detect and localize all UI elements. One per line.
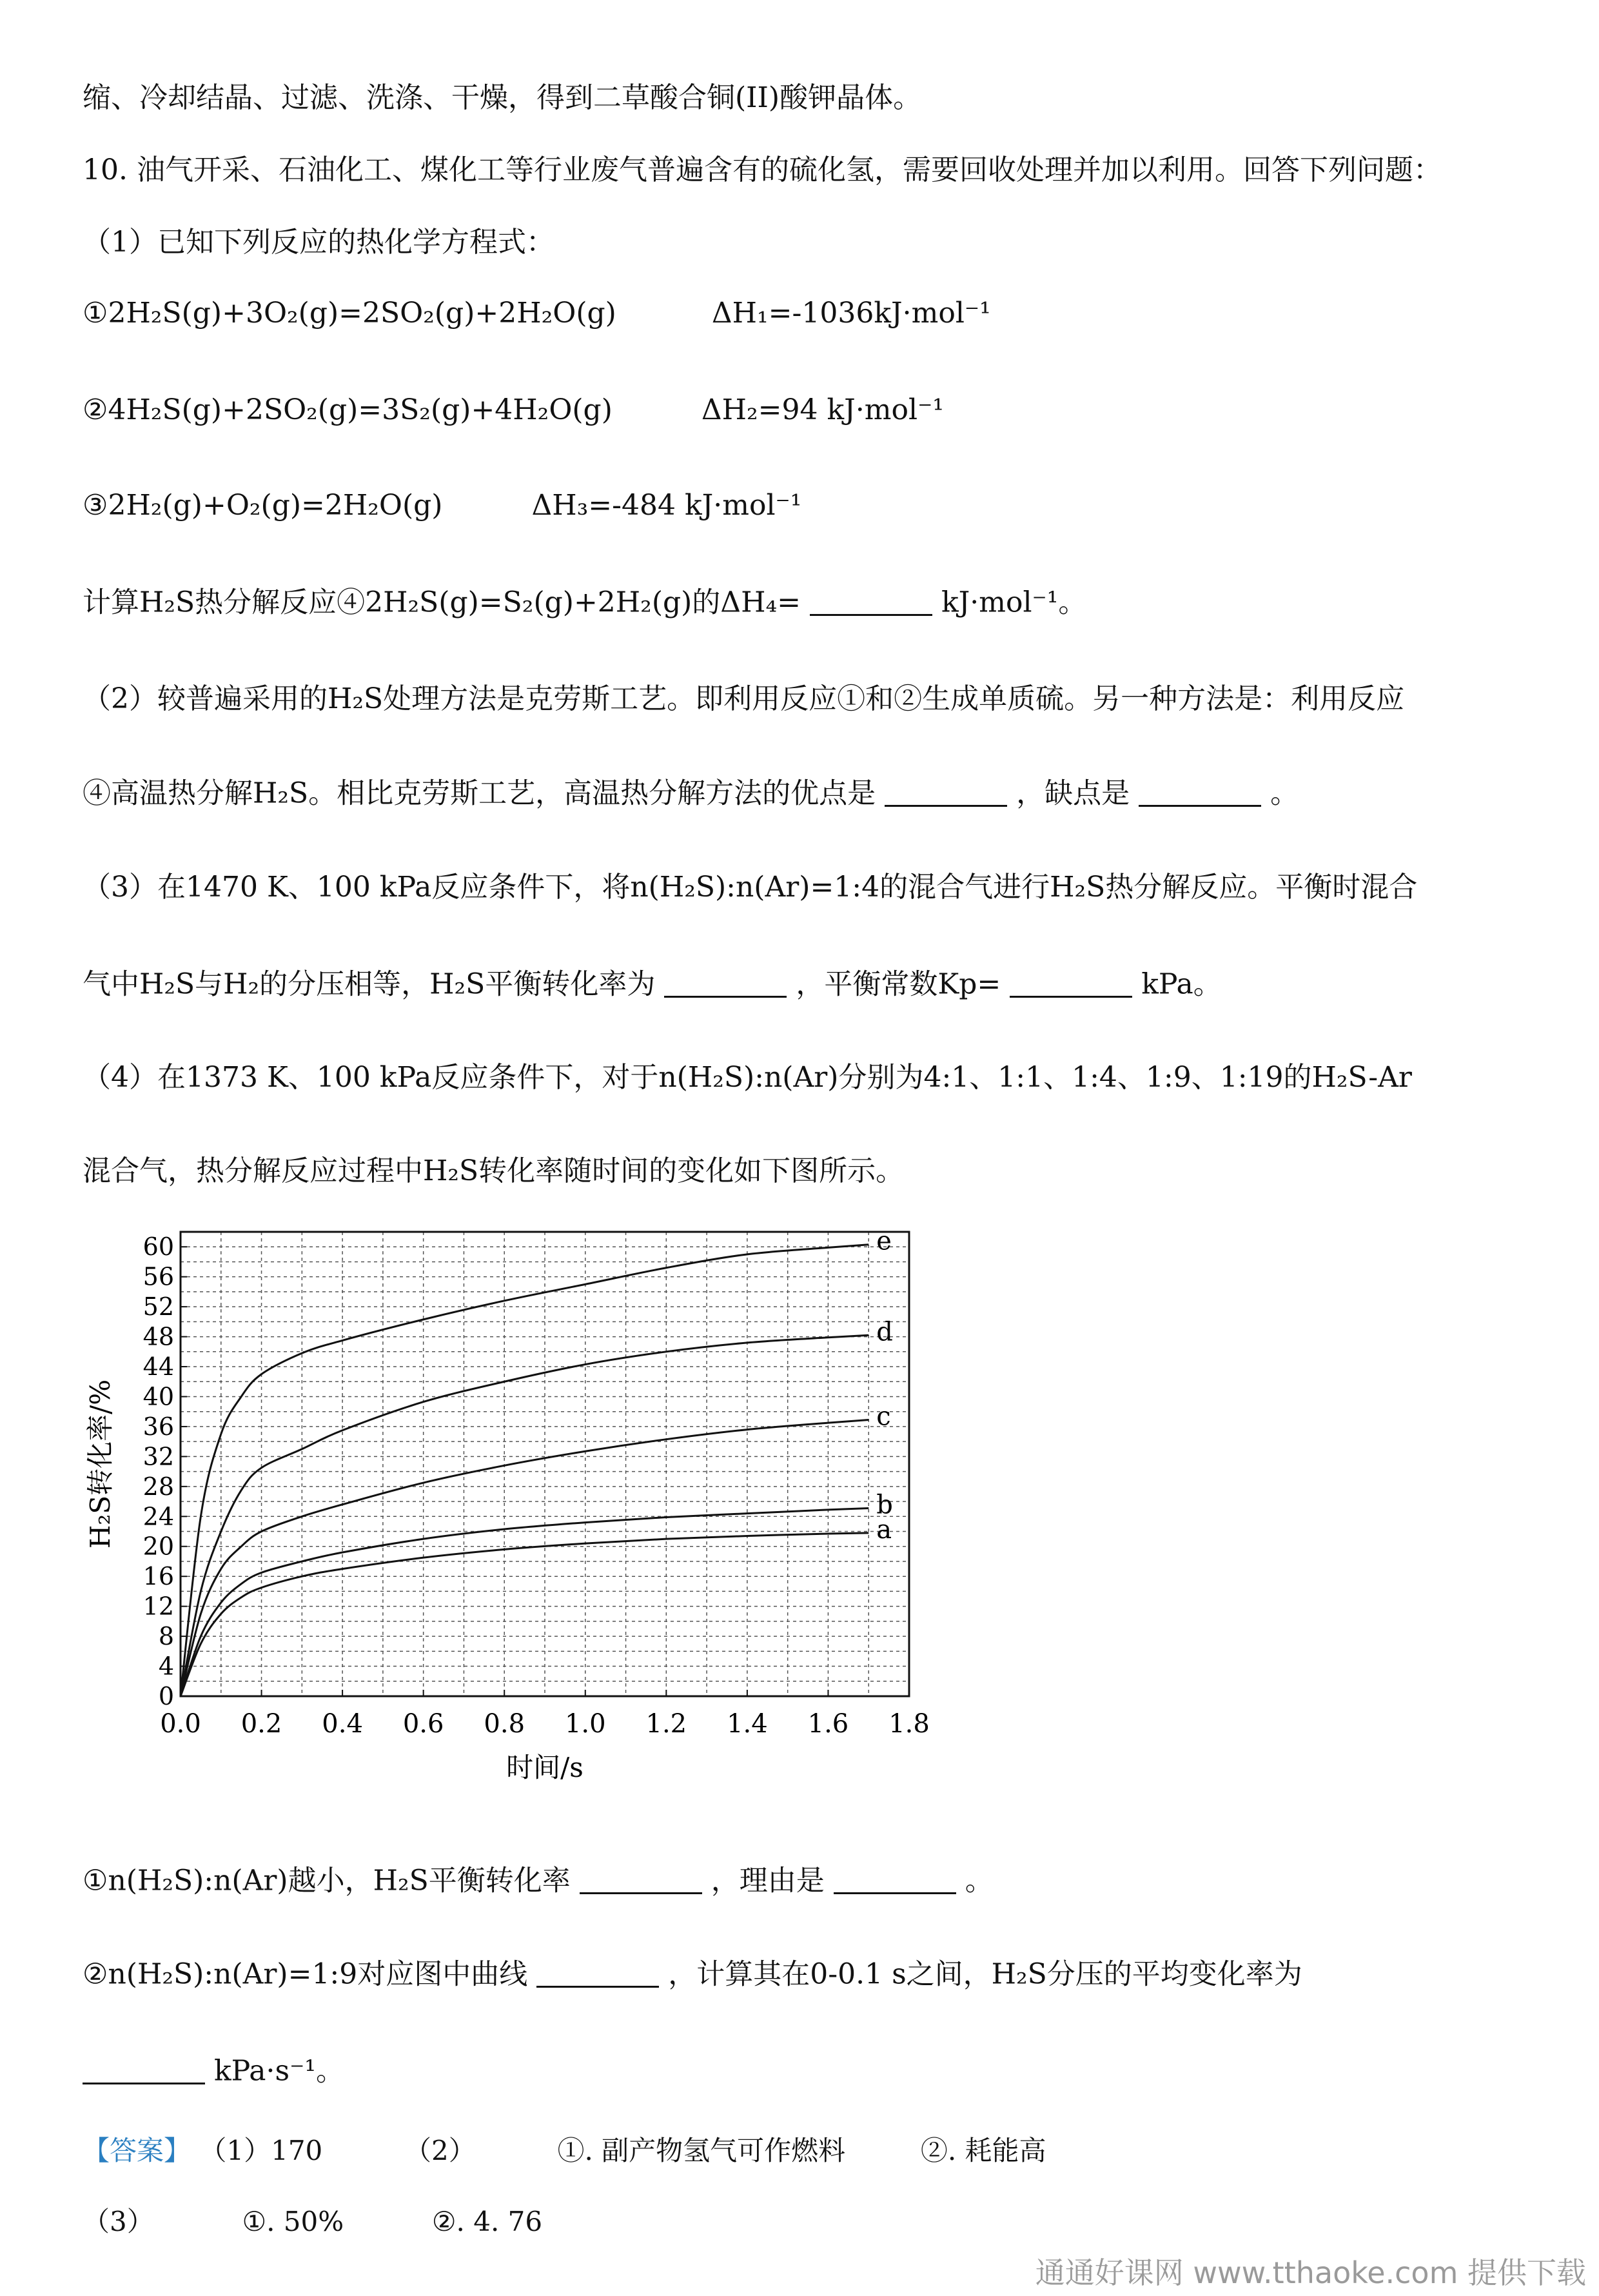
equation-1-formula: ①2H₂S(g)+3O₂(g)=2SO₂(g)+2H₂O(g) [83, 297, 616, 330]
y-tick-label: 36 [142, 1412, 174, 1441]
answer-blank [810, 586, 932, 616]
y-tick-label: 0 [158, 1682, 174, 1710]
part-2-line-1: （2）较普遍采用的H₂S处理方法是克劳斯工艺。即利用反应①和②生成单质硫。另一种方法是：利用反应 [83, 682, 1405, 715]
part-2-line-2 [83, 777, 1299, 811]
equation-2 [83, 393, 944, 428]
series-label-b: b [876, 1490, 893, 1520]
part-4-q1-reason: ，理由是 [711, 1864, 825, 1897]
part-4-line-2: 混合气，热分解反应过程中H₂S转化率随时间的变化如下图所示。 [83, 1154, 905, 1187]
part-1-intro: （1）已知下列反应的热化学方程式： [83, 226, 554, 259]
x-tick-label: 0.4 [322, 1709, 363, 1739]
equation-2-formula: ②4H₂S(g)+2SO₂(g)=3S₂(g)+4H₂O(g) [83, 393, 613, 426]
chart-grid [181, 1232, 909, 1696]
part-2-end: 。 [1270, 777, 1299, 810]
x-tick-label: 0.6 [402, 1709, 444, 1739]
part-3-conversion-prompt: 气中H₂S与H₂的分压相等，H₂S平衡转化率为 [83, 967, 656, 1001]
answer-3a: ①. 50% [242, 2206, 344, 2237]
answer-line-1 [83, 2135, 1046, 2167]
series-line-a [181, 1533, 868, 1696]
series-line-c [181, 1420, 868, 1696]
x-tick-label: 1.8 [888, 1709, 930, 1739]
y-tick-label: 40 [142, 1382, 174, 1411]
y-tick-label: 24 [142, 1502, 174, 1531]
answer-blank [1010, 967, 1132, 998]
part-4-question-2-cont [83, 2054, 344, 2088]
part-4-q2-rate: ，计算其在0-0.1 s之间，H₂S分压的平均变化率为 [668, 1957, 1302, 1991]
part-3-line-2 [83, 967, 1222, 1002]
conversion-chart [77, 1212, 980, 1832]
answer-3b: ②. 4. 76 [431, 2206, 543, 2237]
footer-watermark: 通通好课网 www.tthaoke.com 提供下载 [1035, 2255, 1586, 2290]
y-tick-label: 52 [142, 1292, 174, 1321]
x-tick-label: 1.6 [807, 1709, 849, 1739]
y-axis-label: H₂S转化率/% [84, 1379, 116, 1549]
part-3-unit: kPa。 [1141, 967, 1222, 1001]
y-tick-label: 16 [142, 1562, 174, 1591]
y-tick-label: 12 [142, 1592, 174, 1621]
answer-blank [1139, 777, 1261, 807]
part-4-question-2 [83, 1957, 1302, 1992]
y-tick-label: 44 [142, 1352, 174, 1381]
part-4-line-1: （4）在1373 K、100 kPa反应条件下，对于n(H₂S):n(Ar)分别为4:1、1:1、1:4、1:9、1:19的H₂S-Ar [83, 1061, 1412, 1094]
y-tick-label: 32 [142, 1442, 174, 1471]
part-4-q2-unit: kPa·s⁻¹。 [214, 2054, 344, 2088]
answer-blank [536, 1957, 659, 1988]
series-line-b [181, 1509, 868, 1696]
answer-1: （1）170 [199, 2135, 323, 2166]
series-label-d: d [876, 1317, 893, 1347]
y-tick-label: 20 [142, 1532, 174, 1561]
answer-tag: 【答案】 [83, 2135, 191, 2166]
series-label-c: c [876, 1401, 891, 1432]
series-line-e [181, 1245, 868, 1696]
y-tick-label: 60 [142, 1232, 174, 1262]
series-label-e: e [876, 1226, 892, 1256]
y-tick-label: 28 [142, 1472, 174, 1501]
part-4-q1-end: 。 [965, 1864, 994, 1897]
x-tick-label: 0.8 [484, 1709, 525, 1739]
x-tick-label: 0.0 [160, 1709, 201, 1739]
answer-blank [83, 2054, 205, 2084]
answer-blank [834, 1864, 956, 1894]
part-3-kp-prompt: ，平衡常数Kp= [796, 967, 1001, 1001]
part-1-question [83, 586, 1086, 620]
part-2-advantage-prompt: ④高温热分解H₂S。相比克劳斯工艺，高温热分解方法的优点是 [83, 777, 876, 810]
y-tick-label: 4 [158, 1652, 174, 1681]
answer-2-label: （2） [404, 2135, 476, 2166]
chart-series [181, 1245, 868, 1696]
answer-2a: ①. 副产物氢气可作燃料 [557, 2135, 846, 2166]
series-line-d [181, 1335, 868, 1696]
text-line-0: 缩、冷却结晶、过滤、洗涤、干燥，得到二草酸合铜(II)酸钾晶体。 [83, 81, 922, 114]
x-axis-label: 时间/s [506, 1752, 584, 1783]
part-4-question-1 [83, 1864, 994, 1898]
x-tick-label: 1.0 [564, 1709, 606, 1739]
y-tick-label: 56 [142, 1262, 174, 1291]
part-4-q2-text: ②n(H₂S):n(Ar)=1:9对应图中曲线 [83, 1957, 528, 1991]
x-tick-label: 0.2 [240, 1709, 282, 1739]
y-tick-label: 48 [142, 1322, 174, 1351]
part-1-question-unit: kJ·mol⁻¹。 [941, 586, 1087, 619]
part-1-question-text: 计算H₂S热分解反应④2H₂S(g)=S₂(g)+2H₂(g)的ΔH₄= [83, 586, 801, 619]
part-4-q1-text: ①n(H₂S):n(Ar)越小，H₂S平衡转化率 [83, 1864, 571, 1897]
answer-3-label: （3） [83, 2206, 154, 2237]
question-10-intro: 10. 油气开采、石油化工、煤化工等行业废气普遍含有的硫化氢，需要回收处理并加以利用。回答下列问题： [83, 153, 1442, 186]
part-3-line-1: （3）在1470 K、100 kPa反应条件下，将n(H₂S):n(Ar)=1:4的混合气进行H₂S热分解反应。平衡时混合 [83, 871, 1418, 904]
x-tick-label: 1.2 [645, 1709, 687, 1739]
series-label-a: a [876, 1514, 892, 1545]
equation-2-enthalpy: ΔH₂=94 kJ·mol⁻¹ [701, 393, 944, 426]
equation-1-enthalpy: ΔH₁=-1036kJ·mol⁻¹ [711, 297, 991, 330]
answer-blank [580, 1864, 702, 1894]
equation-1 [83, 297, 991, 331]
equation-3-formula: ③2H₂(g)+O₂(g)=2H₂O(g) [83, 489, 443, 522]
x-tick-label: 1.4 [727, 1709, 768, 1739]
equation-3 [83, 489, 801, 523]
answer-2b: ②. 耗能高 [920, 2135, 1046, 2166]
part-2-disadvantage-prompt: ，缺点是 [1016, 777, 1130, 810]
answer-line-2 [83, 2206, 542, 2238]
answer-blank [664, 967, 787, 998]
answer-blank [885, 777, 1007, 807]
y-tick-label: 8 [158, 1622, 174, 1651]
chart-labels [84, 1227, 930, 1783]
equation-3-enthalpy: ΔH₃=-484 kJ·mol⁻¹ [531, 489, 802, 522]
